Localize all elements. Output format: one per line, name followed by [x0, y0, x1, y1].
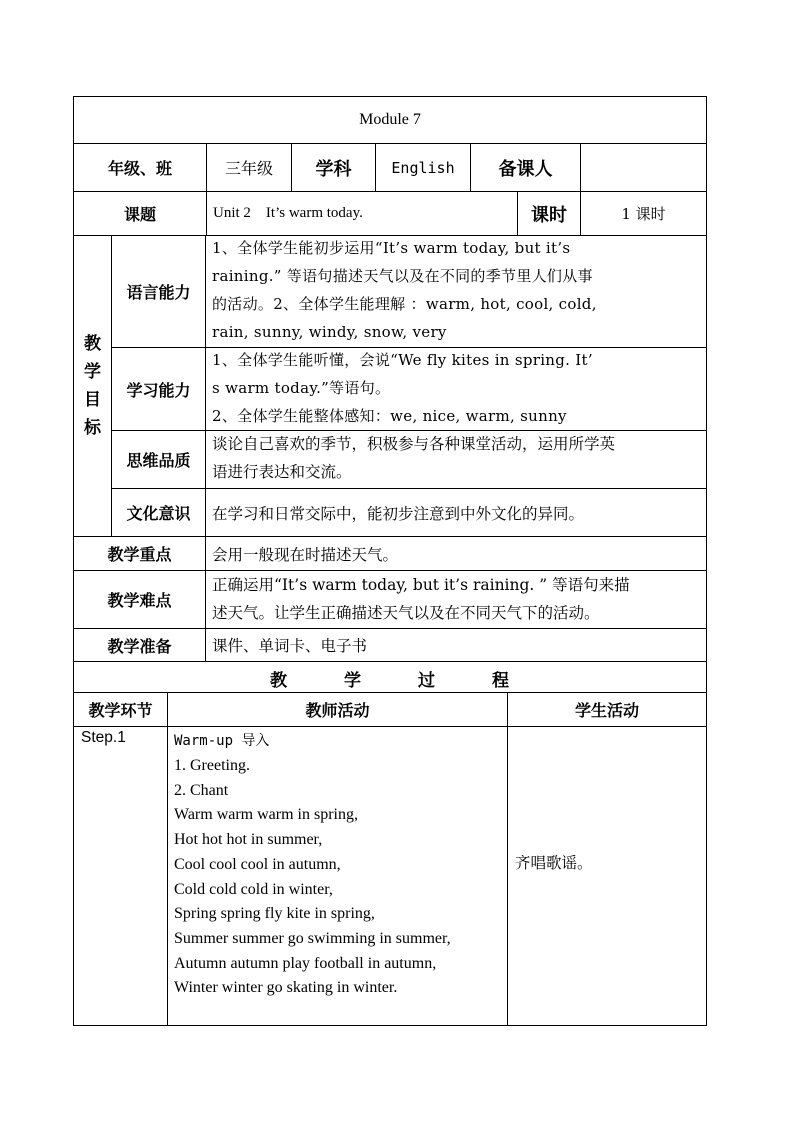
objective-label-learning: 学习能力	[126, 380, 191, 400]
teacher-activity-line: Winter winter go skating in winter.	[174, 979, 398, 997]
teacher-activity-heading: Warm-up 导入	[174, 733, 270, 749]
teacher-activity-line: Cool cool cool in autumn,	[174, 855, 341, 873]
step-label: Step.1	[81, 729, 126, 746]
teacher-activity-line: 1. Greeting.	[174, 757, 250, 774]
hours-label: 课时	[531, 204, 567, 226]
grade-value: 三年级	[224, 159, 273, 178]
objective-text-thinking: 谈论自己喜欢的季节，积极参与各种课堂活动，运用所学英 语进行表达和交流。	[212, 435, 616, 481]
teacher-activity-line: Warm warm warm in spring,	[174, 806, 358, 824]
grade-label: 年级、班	[107, 159, 172, 178]
teacher-activity-line: Autumn autumn play football in autumn,	[174, 954, 437, 972]
topic-label: 课题	[123, 205, 156, 224]
preparation-value: 课件、单词卡、电子书	[212, 637, 368, 655]
process-title: 教 学 过 程	[270, 671, 509, 691]
teacher-activity-line: Summer summer go swimming in summer,	[174, 929, 451, 947]
hours-value: 1 课时	[621, 205, 666, 223]
key-points-value: 会用一般现在时描述天气。	[212, 545, 399, 564]
subject-label: 学科	[315, 158, 352, 180]
objective-text-culture: 在学习和日常交际中，能初步注意到中外文化的异同。	[212, 504, 585, 523]
difficulties-label: 教学难点	[107, 591, 172, 610]
objective-text-language: 1、全体学生能初步运用“It’s warm today, but it’s raining.” 等语句描述天气以及在不同的季节里人们从事 的活动。2、全体学生能理解 ：warm, hot, cool, cold, rain, sunny, windy, snow, very	[212, 239, 597, 341]
teacher-activity-line: Cold cold cold in winter,	[174, 880, 333, 898]
difficulties-value: 正确运用“It’s warm today, but it’s raining. ” 等语句来描 述天气。让学生正确描述天气以及在不同天气下的活动。	[212, 576, 630, 622]
preparer-label: 备课人	[498, 158, 553, 180]
objective-label-culture: 文化意识	[126, 504, 191, 523]
process-col-stage: 教学环节	[88, 701, 153, 720]
module-title: Module 7	[359, 111, 421, 128]
preparer-value	[581, 144, 706, 191]
key-points-label: 教学重点	[107, 545, 172, 564]
objective-label-language: 语言能力	[126, 283, 191, 302]
teacher-activity-line: Hot hot hot in summer,	[174, 831, 323, 849]
objectives-group-label: 教 学 目 标	[84, 334, 101, 438]
student-activity: 齐唱歌谣。	[515, 854, 593, 872]
preparation-label: 教学准备	[107, 636, 172, 656]
process-col-student: 学生活动	[574, 701, 639, 720]
teacher-activity-line: Spring spring fly kite in spring,	[174, 905, 375, 923]
objective-text-learning: 1、全体学生能听懂，会说“We fly kites in spring. It’ s warm today.”等语句。 2、全体学生能整体感知：we, nice, warm, sunny	[212, 351, 593, 425]
objective-label-thinking: 思维品质	[126, 451, 191, 470]
subject-value: English	[391, 158, 455, 177]
teacher-activity	[174, 729, 504, 1001]
topic-value: Unit 2 It’s warm today.	[213, 205, 363, 221]
process-col-teacher: 教师活动	[305, 701, 370, 720]
teacher-activity-line: 2. Chant	[174, 781, 229, 799]
